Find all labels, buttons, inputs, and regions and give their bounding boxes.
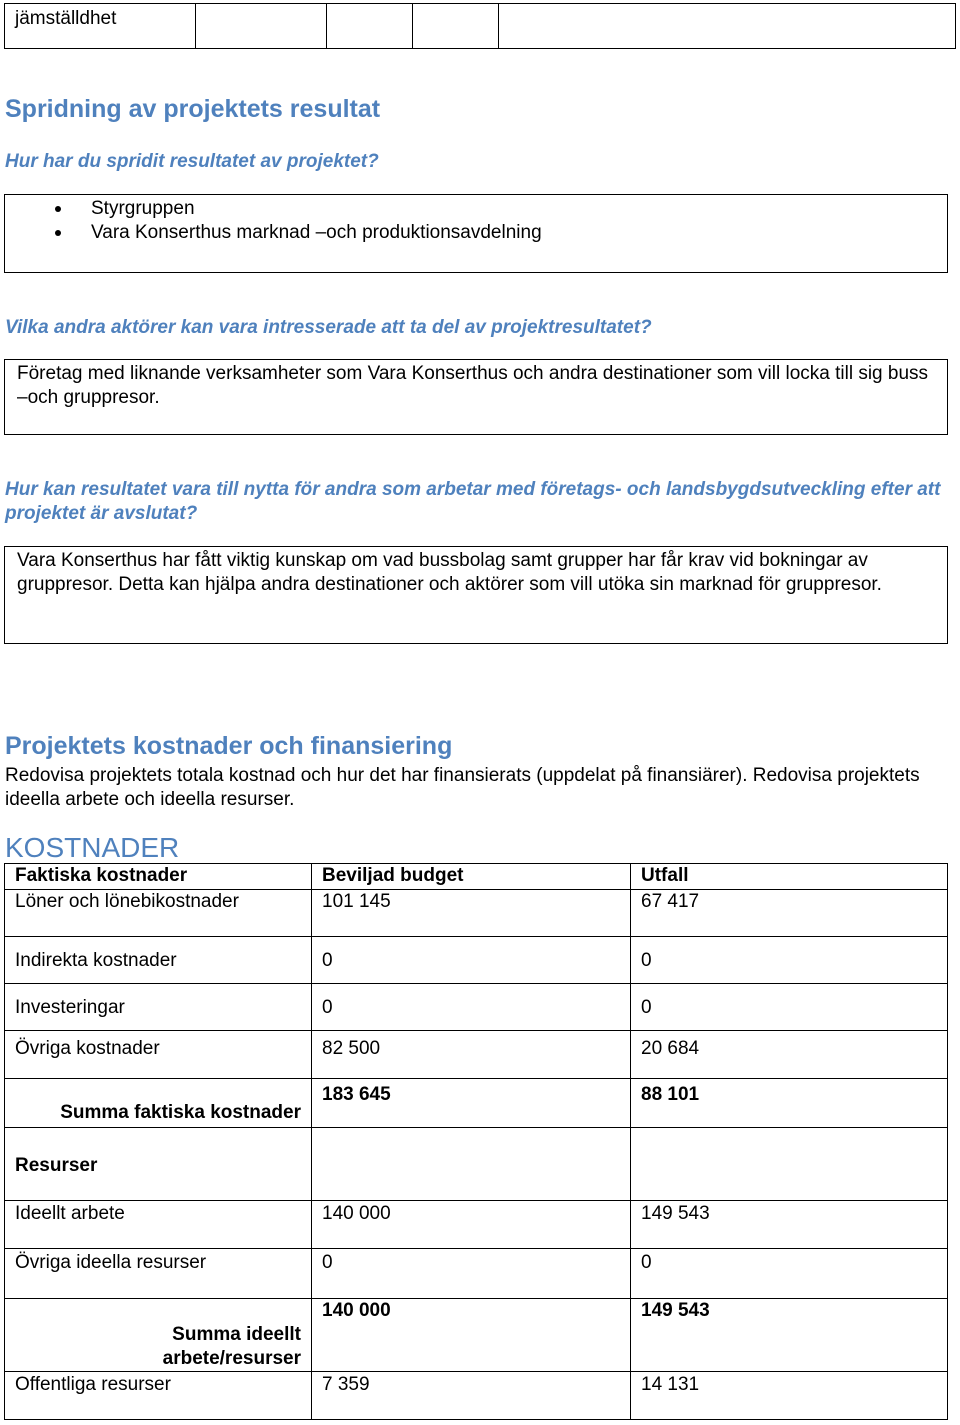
- sum-ideell-row: [5, 1299, 948, 1372]
- table-cell: [499, 4, 956, 49]
- budget-cell: 7 359: [312, 1372, 631, 1420]
- table-row: [5, 1031, 948, 1079]
- table-row: [5, 890, 948, 937]
- row-label: Övriga kostnader: [5, 1031, 312, 1079]
- budget-cell: 82 500: [312, 1031, 631, 1079]
- table-cell: [631, 1128, 948, 1201]
- outcome-cell: 0: [631, 937, 948, 984]
- outcome-cell: 67 417: [631, 890, 948, 937]
- outcome-cell: 0: [631, 1249, 948, 1299]
- list-item: Styrgruppen: [17, 197, 947, 221]
- question-spread: Hur har du spridit resultatet av projektet?: [5, 151, 379, 172]
- section-heading-spread: Spridning av projektets resultat: [5, 95, 381, 123]
- table-row: [5, 1249, 948, 1299]
- outcome-cell: 14 131: [631, 1372, 948, 1420]
- sum-row: [5, 1079, 948, 1128]
- outcome-cell: 20 684: [631, 1031, 948, 1079]
- column-header: Faktiska kostnader: [5, 864, 312, 890]
- budget-cell: 140 000: [312, 1201, 631, 1249]
- bullet-icon: [55, 206, 61, 212]
- section-heading-costs: Projektets kostnader och finansiering: [5, 732, 453, 760]
- table-cell: [327, 4, 413, 49]
- table-row: [5, 1372, 948, 1420]
- table-row: [5, 1201, 948, 1249]
- table-cell: [413, 4, 499, 49]
- resources-label: Resurser: [5, 1128, 312, 1201]
- question-benefit: Hur kan resultatet vara till nytta för andra som arbetar med företags- och landsbygdsutveckling efter att projektet är avslutat?: [5, 479, 941, 524]
- row-label: Ideellt arbete: [5, 1201, 312, 1249]
- outcome-cell: 149 543: [631, 1201, 948, 1249]
- answer-box-benefit: Vara Konserthus har fått viktig kunskap om vad bussbolag samt grupper har får krav vid bokningar av gruppresor. Detta kan hjälpa andra destinationer och aktörer som vill utöka sin marknad för gruppresor.: [4, 546, 948, 644]
- column-header: Beviljad budget: [312, 864, 631, 890]
- column-header: Utfall: [631, 864, 948, 890]
- row-label: Övriga ideella resurser: [5, 1249, 312, 1299]
- sum-ideell-outcome: 149 543: [631, 1299, 948, 1372]
- answer-box-spread: [4, 194, 948, 273]
- sum-budget: 183 645: [312, 1079, 631, 1128]
- budget-cell: 0: [312, 1249, 631, 1299]
- cost-table: [4, 863, 948, 1420]
- table-row: [5, 937, 948, 984]
- table-row: [5, 984, 948, 1031]
- question-actors: Vilka andra aktörer kan vara intresserade att ta del av projektresultatet?: [5, 317, 652, 338]
- kostnader-title: KOSTNADER: [5, 832, 180, 863]
- costs-intro: Redovisa projektets totala kostnad och hur det har finansierats (uppdelat på finansiärer). Redovisa projektets ideella arbete och ideella resurser.: [5, 765, 920, 810]
- sum-ideell-budget: 140 000: [312, 1299, 631, 1372]
- budget-cell: 0: [312, 984, 631, 1031]
- answer-box-actors: Företag med liknande verksamheter som Vara Konserthus och andra destinationer som vill locka till sig buss –och gruppresor.: [4, 359, 948, 435]
- table-cell: [196, 4, 327, 49]
- resources-row: [5, 1128, 948, 1201]
- list-item: Vara Konserthus marknad –och produktionsavdelning: [17, 221, 947, 245]
- sum-outcome: 88 101: [631, 1079, 948, 1128]
- row-label: Indirekta kostnader: [5, 937, 312, 984]
- row-label: Löner och lönebikostnader: [5, 890, 312, 937]
- sum-label: Summa faktiska kostnader: [5, 1079, 312, 1128]
- row-label: Offentliga resurser: [5, 1372, 312, 1420]
- outcome-cell: 0: [631, 984, 948, 1031]
- table-cell: jämställdhet: [5, 4, 196, 49]
- row-label: Investeringar: [5, 984, 312, 1031]
- table-cell: [312, 1128, 631, 1201]
- table-header-row: [5, 864, 948, 890]
- sum-ideell-label: Summa ideellt arbete/resurser: [5, 1299, 312, 1372]
- bullet-icon: [55, 230, 61, 236]
- budget-cell: 101 145: [312, 890, 631, 937]
- answer-list: [17, 197, 947, 245]
- top-partial-table: [4, 3, 956, 49]
- budget-cell: 0: [312, 937, 631, 984]
